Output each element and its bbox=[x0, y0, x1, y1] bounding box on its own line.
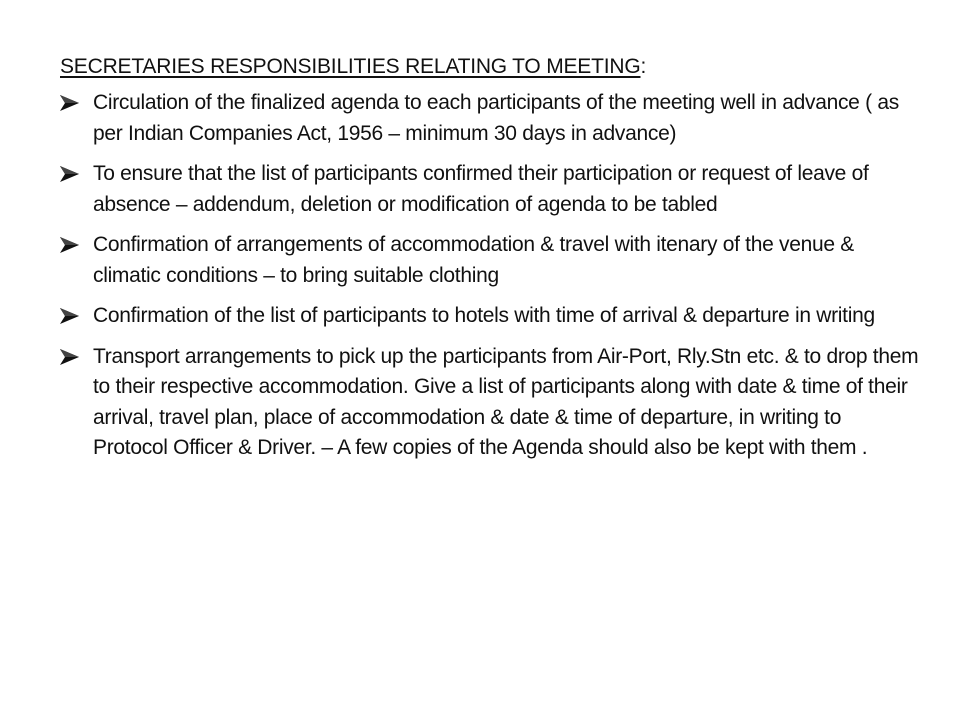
bullet-item bbox=[60, 342, 920, 464]
bullet-text: Transport arrangements to pick up the participants from Air-Port, Rly.Stn etc. & to drop them to their respective accommodation. Give a list of participants along with date & time of their arrival, travel plan, place of accommodation & date & time of departure, in writing to Protocol Officer & Driver. – A few copies of the Agenda should also be kept with them . bbox=[93, 344, 919, 459]
bullet-item bbox=[60, 159, 920, 220]
heading-title: SECRETARIES RESPONSIBILITIES RELATING TO MEETING bbox=[60, 55, 641, 78]
slide-heading bbox=[60, 52, 646, 82]
heading-suffix: : bbox=[640, 55, 647, 78]
bullet-text: Confirmation of arrangements of accommodation & travel with itenary of the venue & climatic conditions – to bring suitable clothing bbox=[93, 233, 854, 287]
arrowhead-bullet-icon bbox=[60, 308, 79, 324]
arrowhead-bullet-icon bbox=[60, 166, 79, 182]
arrowhead-bullet-icon bbox=[60, 237, 79, 253]
arrowhead-bullet-icon bbox=[60, 349, 79, 365]
bullet-list bbox=[60, 88, 920, 474]
bullet-item bbox=[60, 301, 920, 332]
bullet-text: Circulation of the finalized agenda to each participants of the meeting well in advance ( as per Indian Companies Act, 1956 – minimum 30 days in advance) bbox=[93, 91, 899, 145]
bullet-item bbox=[60, 88, 920, 149]
bullet-text: To ensure that the list of participants confirmed their participation or request of leave of absence – addendum, deletion or modification of agenda to be tabled bbox=[93, 162, 869, 216]
bullet-item bbox=[60, 230, 920, 291]
arrowhead-bullet-icon bbox=[60, 95, 79, 111]
bullet-text: Confirmation of the list of participants to hotels with time of arrival & departure in writing bbox=[93, 304, 875, 327]
